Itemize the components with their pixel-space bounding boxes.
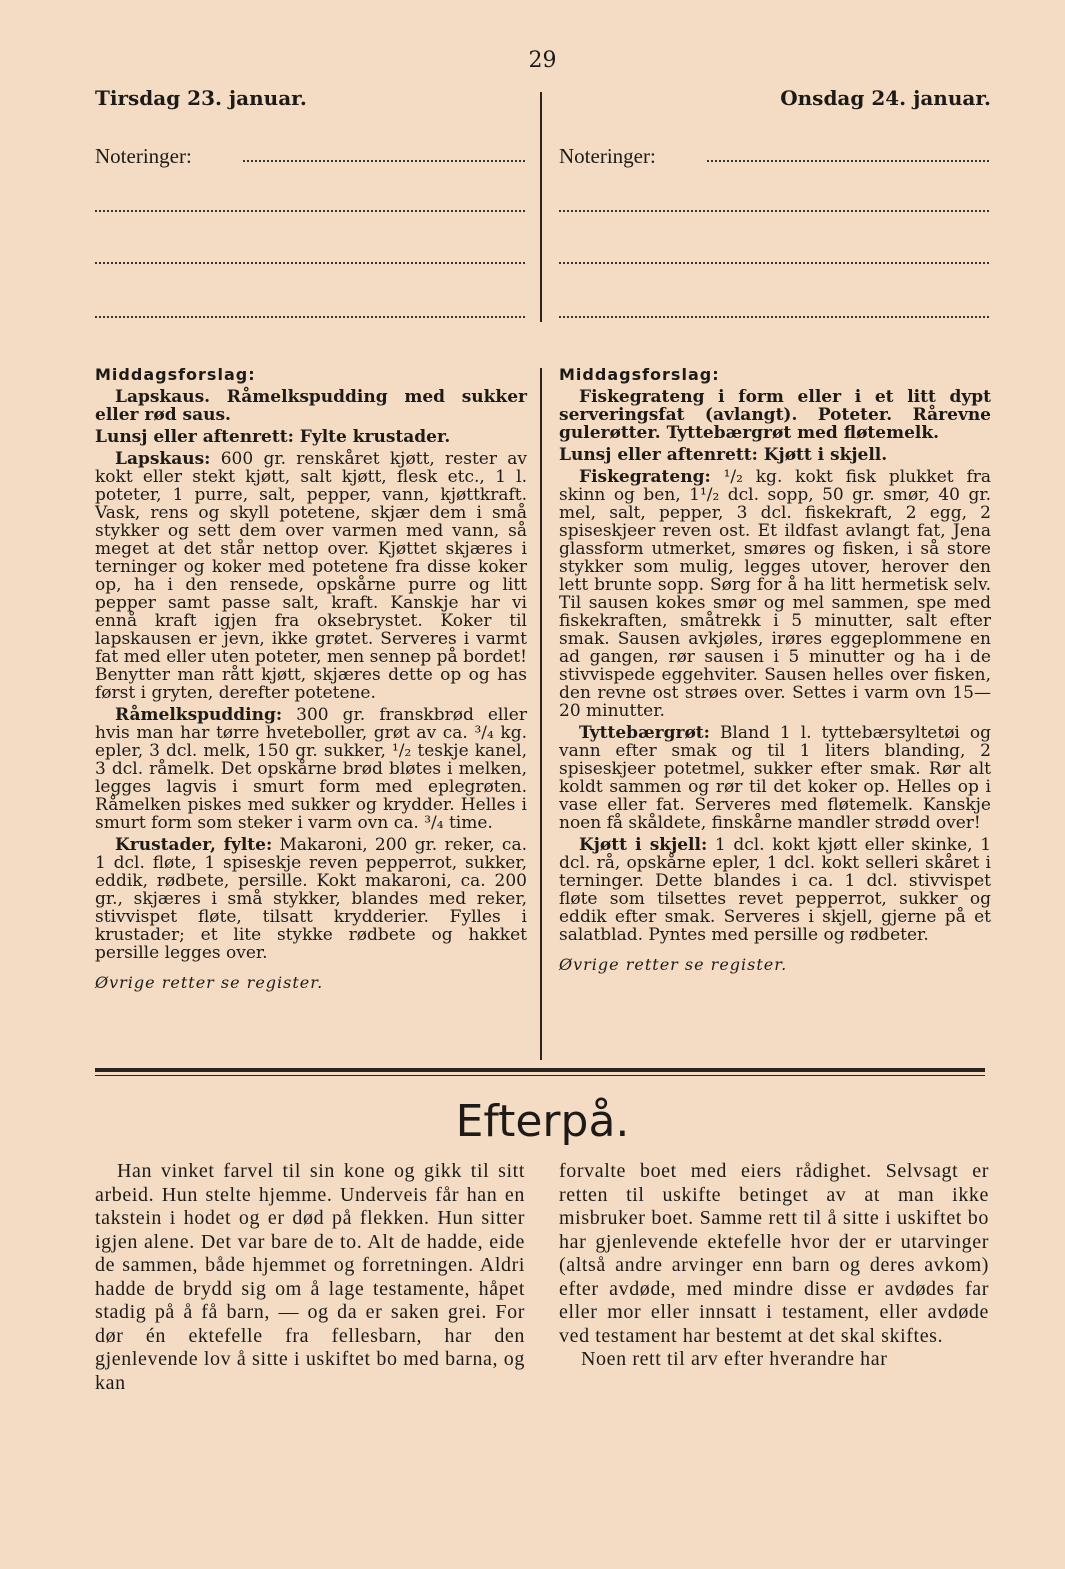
left-day-title: Tirsdag 23. januar. <box>95 86 307 110</box>
left-notes <box>95 144 525 169</box>
right-recipe-fiskegrateng: Fiskegrateng: ¹/₂ kg. kokt fisk plukket fra skinn og ben, 1¹/₂ dcl. sopp, 50 gr. smør, 40 gr. mel, salt, pepper, 3 dcl. fiskekraft, 2 egg, 2 spiseskjeer reven ost. Et ildfast avlangt fat, Jena glassform utmerket, smøres og fisken, i så store stykker som mulig, legges utover, herover den lett brunte sopp. Sørg for å ha litt hermetisk selv. Til sausen kokes smør og mel sammen, spe med fiskekraften, småtrekk i 5 minutter, salt efter smak. Sausen avkjøles, irøres eggeplommene en ad gangen, rør sausen i 5 minutter og ha i de stivvispede eggehviter. Sausen helles over fisken, den revne ost strøes over. Settes i varm ovn 15—20 minutter. <box>559 467 991 721</box>
left-notes-line-4 <box>95 316 525 318</box>
left-recipe-krustader: Krustader, fylte: Makaroni, 200 gr. reker, ca. 1 dcl. fløte, 1 spiseskje reven pepperrot, sukker, eddik, rødbete, persille. Kokt makaroni, ca. 200 gr., skjæres i små stykker, blandes med reker, stivvispet fløte, tilsatt krydderier. Fylles i krustader; et lite stykke rødbete og hakket persille legges over. <box>95 835 527 963</box>
left-notes-label: Noteringer: <box>95 144 192 168</box>
article-left-column <box>95 1160 525 1395</box>
column-divider-top <box>540 92 542 322</box>
right-notes-label: Noteringer: <box>559 144 656 168</box>
article-paragraph-1-cont: forvalte boet med eiers rådighet. Selvsagt er retten til uskifte betinget av at man ikke misbruker boet. Samme rett til å sitte i uskiftet bo har gjenlevende ektefelle hvor der er utarvinger (altså andre arvinger enn barn og deres avkom) efter avdøde, med mindre disse er avdødes far eller mor eller innsatt i testament, eller avdøde ved testament har bestemt at det skal skiftes. <box>559 1160 989 1347</box>
column-divider-bottom <box>540 368 542 1060</box>
article-title: Efterpå. <box>455 1096 630 1147</box>
right-notes-line-2 <box>559 210 989 212</box>
right-notes-line-3 <box>559 262 989 264</box>
right-notes-line-4 <box>559 316 989 318</box>
left-recipe-lapskaus: Lapskaus: 600 gr. renskåret kjøtt, rester av kokt eller stekt kjøtt, salt kjøtt, flesk etc., 1 l. poteter, 1 purre, salt, pepper, vann, kjøttkraft. Vask, rens og skyll potetene, skjær dem i små stykker og sett dem over varmen med vann, så meget at det står nettop over. Kjøttet skjæres i terninger og koker med potetene fra disse koker op, ha i den rensede, opskårne purre og litt pepper samt passe salt, kraft. Kanskje har vi ennå kraft igjen fra oksebrystet. Koker til lapskausen er jevn, ikke grøtet. Serveres i varmt fat med eller uten poteter, men sennep på bordet! Benytter man rått kjøtt, skjæres dette op og has først i gryten, derefter potetene. <box>95 449 527 703</box>
right-recipes <box>559 366 991 974</box>
right-day-title: Onsdag 24. januar. <box>780 86 991 110</box>
article-paragraph-2: Noen rett til arv efter hverandre har <box>581 1348 888 1370</box>
right-notes <box>559 144 989 169</box>
right-notes-dotline <box>707 160 989 162</box>
section-rule-thin <box>95 1075 985 1076</box>
left-other-note: Øvrige retter se register. <box>95 973 324 992</box>
left-notes-dotline <box>243 160 525 162</box>
right-dinner-heading: Middagsforslag: <box>559 365 720 384</box>
left-recipes <box>95 366 527 992</box>
page-number: 29 <box>528 48 557 73</box>
right-dinner-suggestion: Fiskegrateng i form eller i et litt dypt serveringsfat (avlangt). Poteter. Rårevne gulerøtter. Tyttebærgrøt med fløtemelk. <box>559 387 991 443</box>
left-notes-line-3 <box>95 262 525 264</box>
left-dinner-suggestion: Lapskaus. Råmelkspudding med sukker eller rød saus. <box>95 387 527 425</box>
left-dinner-heading: Middagsforslag: <box>95 365 256 384</box>
left-notes-line-2 <box>95 210 525 212</box>
right-other-note: Øvrige retter se register. <box>559 955 788 974</box>
article-right-column <box>559 1160 989 1372</box>
right-recipe-kjott-i-skjell: Kjøtt i skjell: 1 dcl. kokt kjøtt eller skinke, 1 dcl. rå, opskårne epler, 1 dcl. kokt selleri skåret i terninger. Dette blandes i ca. 1 dcl. stivvispet fløte som tilsettes revet pepperrot, sukker og eddik efter smak. Serveres i skjell, gjerne på et salatblad. Pyntes med persille og rødbeter. <box>559 835 992 945</box>
left-recipe-ramelkspudding: Råmelkspudding: 300 gr. franskbrød eller hvis man har tørre hveteboller, grøt av ca. ³/₄ kg. epler, 3 dcl. melk, 150 gr. sukker, ¹/₂ teskje kanel, 3 dcl. råmelk. Det opskårne brød bløtes i melken, legges lagvis i smurt form med eplegrøten. Råmelken piskes med sukker og krydder. Helles i smurt form som steker i varm ovn ca. ³/₄ time. <box>95 705 527 833</box>
right-lunch-suggestion: Lunsj eller aftenrett: Kjøtt i skjell. <box>559 445 888 465</box>
left-lunch-suggestion: Lunsj eller aftenrett: Fylte krustader. <box>95 427 451 447</box>
right-recipe-tyttebaergrot: Tyttebærgrøt: Bland 1 l. tyttebærsyltetøi og vann efter smak og til 1 liters blanding, 2 spiseskjeer potetmel, sukker efter smak. Rør alt koldt sammen og rør til det koker op. Helles op i vase eller fat. Serveres med fløtemelk. Kanskje noen få skåldete, finskårne mandler strødd over! <box>559 723 991 833</box>
section-rule <box>95 1068 985 1072</box>
article-paragraph-1: Han vinket farvel til sin kone og gikk til sitt arbeid. Hun stelte hjemme. Underveis får han en takstein i hodet og er død på flekken. Hun sitter igjen alene. Det var bare de to. Alt de hadde, eide de sammen, både hjemmet og forretningen. Aldri hadde de brydd sig om å lage testamente, håpet stadig på å få barn, — og da er saken grei. For dør én ektefelle fra fellesbarn, har den gjenlevende lov å sitte i uskiftet bo med barna, og kan <box>95 1160 525 1394</box>
